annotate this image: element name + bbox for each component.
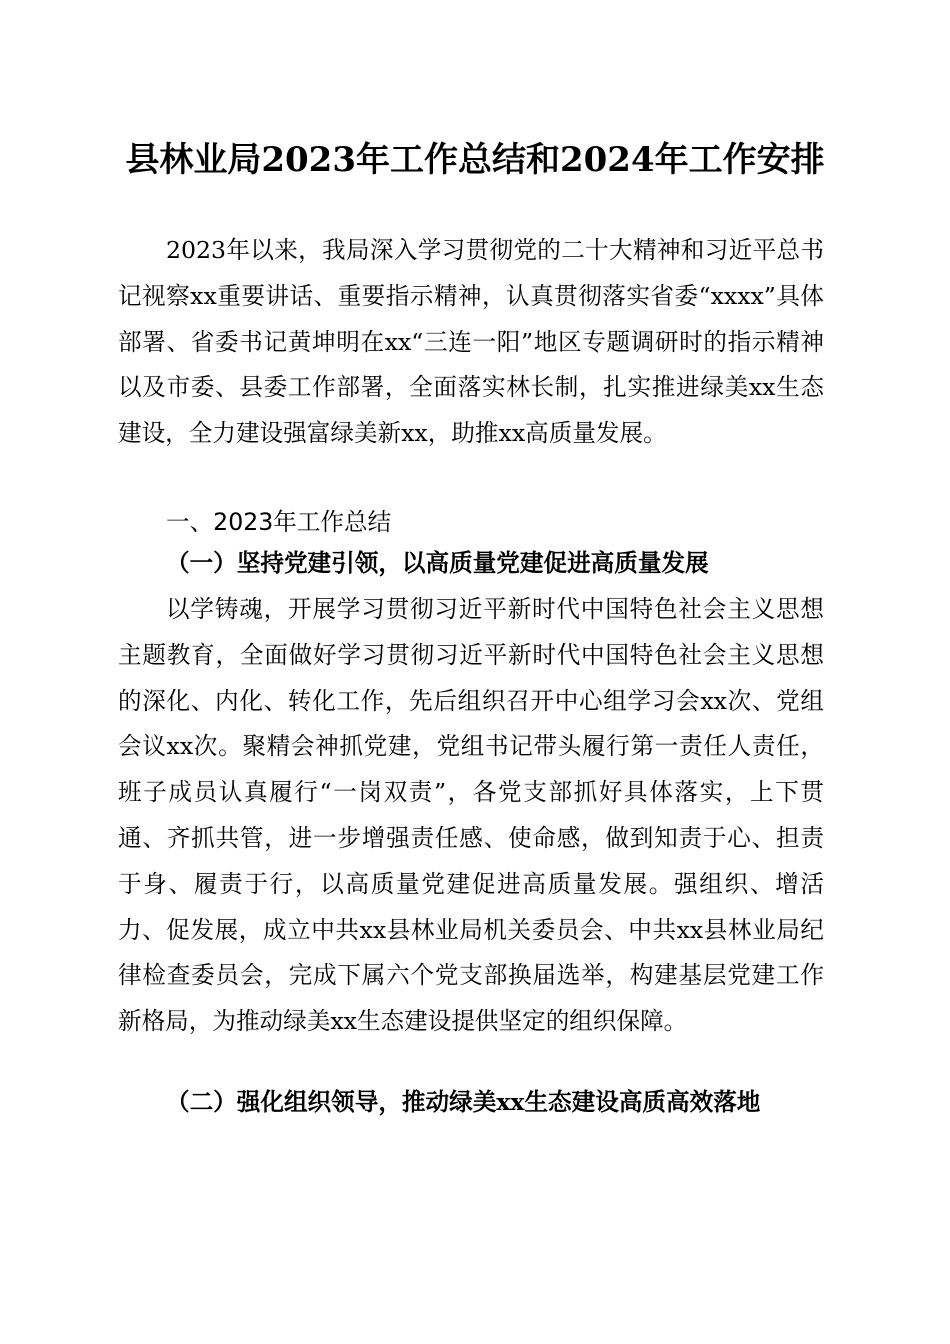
party-building-paragraph: 以学铸魂，开展学习贯彻习近平新时代中国特色社会主义思想主题教育，全面做好学习贯彻习近平新时代中国特色社会主义思想的深化、内化、转化工作，先后组织召开中心组学习会xx次、党组会议xx次。聚精会神抓党建，党组书记带头履行第一责任人责任，班子成员认真履行“一岗双责”，各党支部抓好具体落实，上下贯通、齐抓共管，进一步增强责任感、使命感，做到知责于心、担责于身、履责于行，以高质量党建促进高质量发展。强组织、增活力、促发展，成立中共xx县林业局机关委员会、中共xx县林业局纪律检查委员会，完成下属六个党支部换届选举，构建基层党建工作新格局，为推动绿美xx生态建设提供坚定的组织保障。	[118, 595, 824, 1036]
document-title: 县林业局2023年工作总结和2024年工作安排	[125, 140, 825, 180]
subsection-heading-party-building: （一）坚持党建引领，以高质量党建促进高质量发展	[166, 549, 709, 577]
subsection-heading-organization-leadership: （二）强化组织领导，推动绿美xx生态建设高质高效落地	[166, 1088, 761, 1116]
intro-paragraph: 2023年以来，我局深入学习贯彻党的二十大精神和习近平总书记视察xx重要讲话、重要指示精神，认真贯彻落实省委“xxxx”具体部署、省委书记黄坤明在xx“三连一阳”地区专题调研时的指示精神以及市委、县委工作部署，全面落实林长制，扎实推进绿美xx生态建设，全力建设强富绿美新xx，助推xx高质量发展。	[118, 236, 824, 448]
section-heading-summary-2023: 一、2023年工作总结	[166, 508, 392, 536]
